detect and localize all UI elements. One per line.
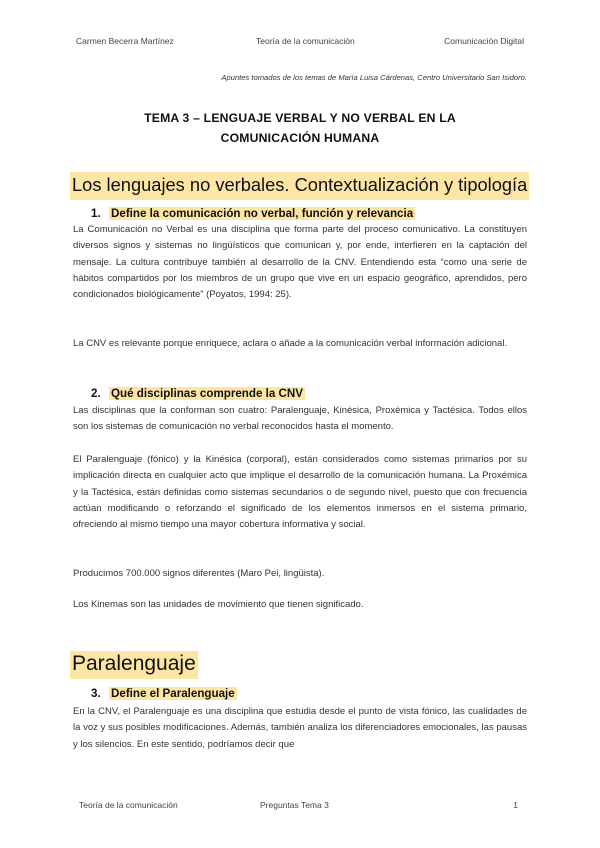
footer-subject: Teoría de la comunicación (79, 800, 178, 810)
question-1-title: Define la comunicación no verbal, función y relevancia (111, 207, 414, 220)
question-1-heading (91, 206, 415, 222)
question-2-paragraph-2: El Paralenguaje (fónico) y la Kinésica (corporal), están considerados como sistemas primarios por su implicación directa en cualquier acto que implique el desarrollo de la comunicación humana. La Proxémica y la Tactésica, están definidas como sistemas secundarios o de segundo nivel, puesto que con frecuencia actúan modificando o reforzando el significado de los elementos inmersos en el sistema primario, ofreciendo al mismo tiempo una mayor cobertura informativa y social. (73, 454, 527, 531)
question-1-paragraph-1: La Comunicación no Verbal es una disciplina que forma parte del proceso comunicativo. La constituyen diversos signos y sistemas no lingüísticos que comunican y, por ende, interfieren en la captación del mensaje. La cultura contribuye también al desarrollo de la CNV. Entendiendo esta “como una serie de hábitos compartidos por los miembros de un grupo que vive en un espacio geográfico, aprendidos, pero condicionados biológicamente” (Poyatos, 1994: 25). (73, 224, 527, 301)
question-1-number: 1. (91, 207, 101, 220)
question-3-paragraph-1: En la CNV, el Paralenguaje es una disciplina que estudia desde el punto de vista fónico, las cualidades de la voz y sus posibles modificaciones. Además, también analiza los diferenciadores emocionales, las pausas y los silencios. En este sentido, podríamos decir que (73, 706, 527, 750)
question-3-heading (91, 686, 237, 702)
question-2-title: Qué disciplinas comprende la CNV (111, 387, 303, 400)
question-1-paragraph-2: La CNV es relevante porque enriquece, aclara o añade a la comunicación verbal información adicional. (73, 338, 508, 349)
title-line-1: TEMA 3 – LENGUAJE VERBAL Y NO VERBAL EN LA (144, 111, 456, 125)
section-heading-nonverbal: Los lenguajes no verbales. Contextualización y tipología (70, 172, 529, 200)
header-degree: Comunicación Digital (444, 36, 524, 46)
question-3-title: Define el Paralenguaje (111, 687, 235, 700)
header-subject: Teoría de la comunicación (256, 36, 355, 46)
section-heading-paralenguaje: Paralenguaje (70, 651, 198, 679)
question-2-paragraph-3: Producimos 700.000 signos diferentes (Maro Pei, lingüista). (73, 568, 325, 579)
document-title (0, 108, 600, 148)
question-2-paragraph-1: Las disciplinas que la conforman son cuatro: Paralenguaje, Kinésica, Proxémica y Tactésica. Todos ellos son los sistemas de comunicación no verbal reconocidos hasta el momento. (73, 405, 527, 433)
header-author: Carmen Becerra Martínez (76, 36, 174, 46)
source-note: Apuntes tomados de los temas de María Luisa Cárdenas, Centro Universitario San Isidoro. (221, 73, 527, 82)
footer-doc-name: Preguntas Tema 3 (260, 800, 329, 810)
page-number: 1 (513, 800, 518, 810)
question-2-paragraph-4: Los Kinemas son las unidades de movimiento que tienen significado. (73, 599, 364, 610)
question-3-number: 3. (91, 687, 101, 700)
title-line-2: COMUNICACIÓN HUMANA (220, 131, 380, 145)
question-2-heading (91, 386, 305, 402)
question-2-number: 2. (91, 387, 101, 400)
